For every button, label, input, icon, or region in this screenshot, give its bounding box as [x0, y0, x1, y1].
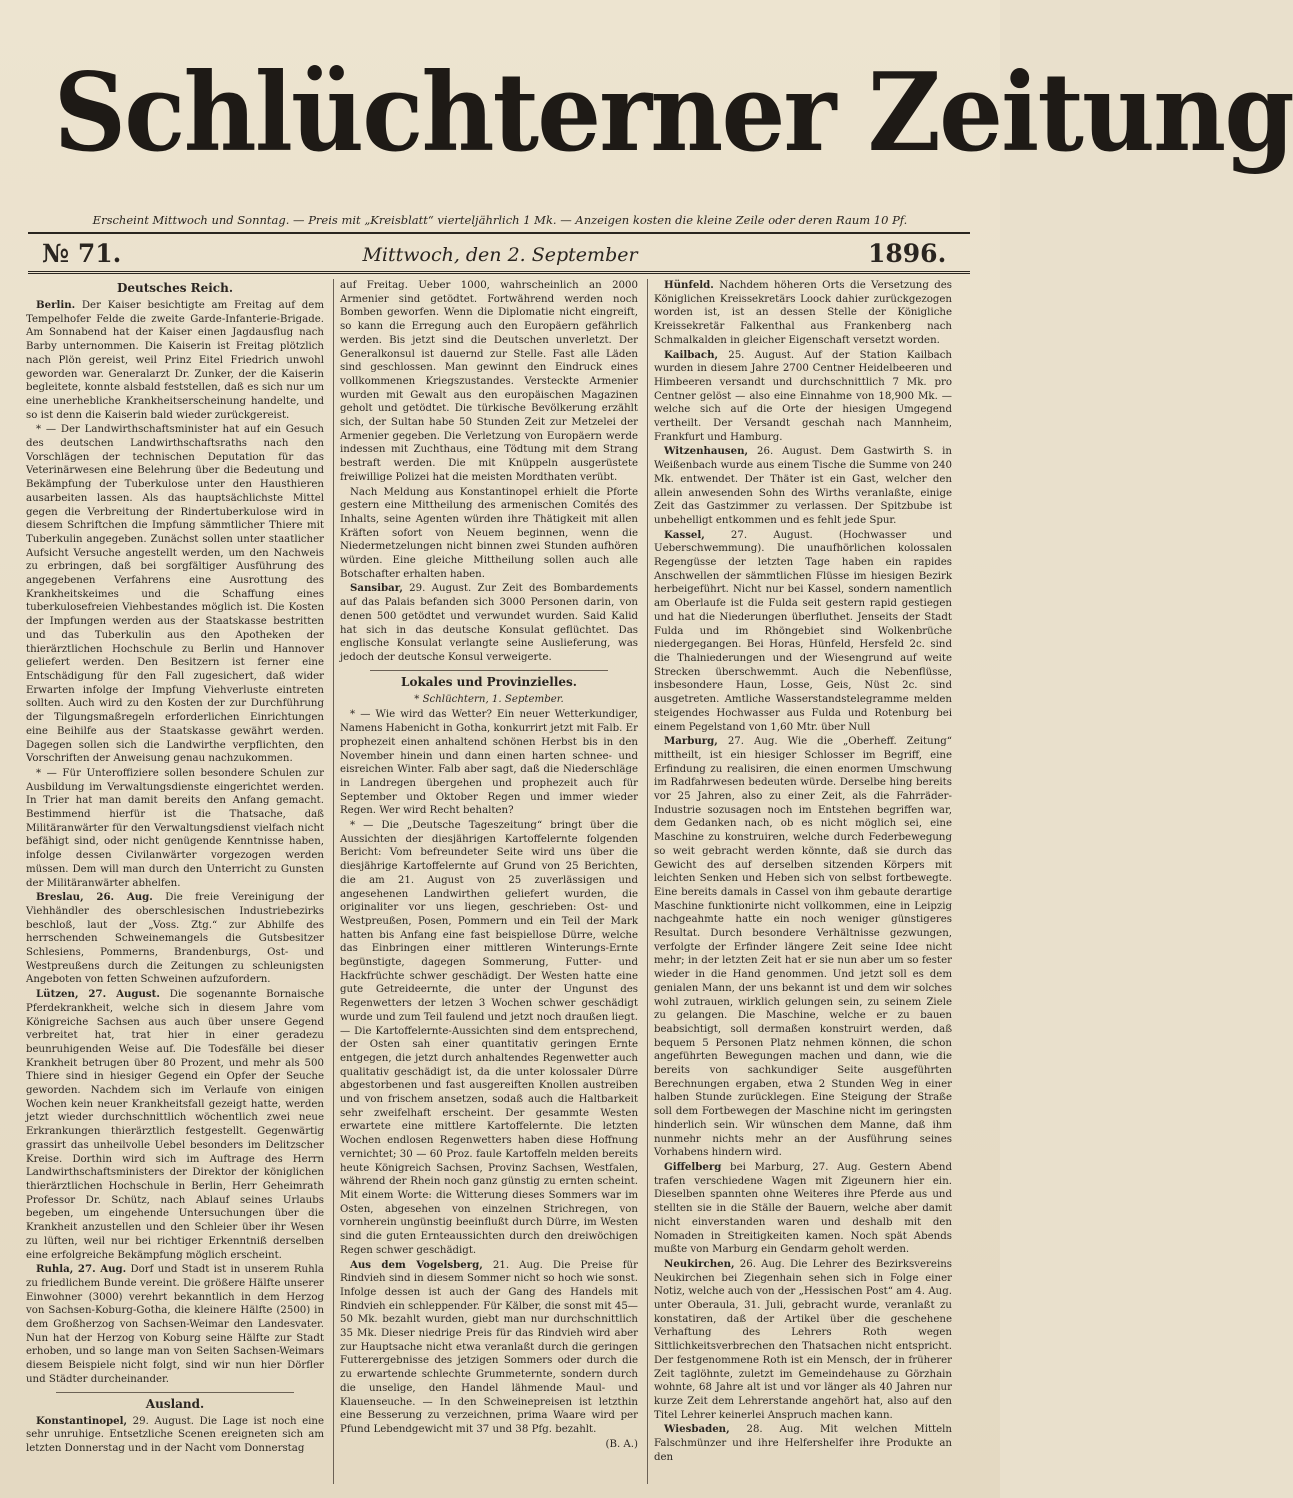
article-location: Konstantinopel,	[36, 1414, 128, 1427]
article-location: Berlin.	[36, 299, 76, 311]
article-paragraph: Ruhla, 27. Aug. Dorf und Stadt ist in unserem Ruhla zu friedlichem Bunde vereint. Die größere Hälfte unserer Einwohner (3000) verehrt bekanntlich in dem Herzog von Sachsen-Koburg-Gotha, die kleinere Hälfte (2500) in dem Großherzog von Sachsen-Weimar den Landesvater. Nun hat der Herzog von Koburg seine Hälfte zur Stadt erhoben, und so lange man von Seiten Sachsen-Weimars diesem Beispiele nicht folgt, sind wir nun hier Dörfler und Städter durcheinander.	[26, 1263, 324, 1385]
article-paragraph: Kailbach, 25. August. Auf der Station Kailbach wurden in diesem Jahre 2700 Centner Heidelbeeren und Himbeeren versandt und durchschnittlich 7 Mk. pro Centner gelöst — also eine Einnahme von 18,900 Mk. — welche sich auf die Orte der hiesigen Umgegend vertheilt. Der Versandt geschah nach Mannheim, Frankfurt und Hamburg.	[654, 348, 952, 443]
article-paragraph: * — Wie wird das Wetter? Ein neuer Wetterkundiger, Namens Habenicht in Gotha, konkurrirt jetzt mit Falb. Er prophezeit einen anhaltend schönen Herbst bis in den November hinein und dann einen harten schnee- und eisreichen Winter. Falb aber sagt, daß die Niederschläge in Landregen übergehen und prophezeit auch für September und Oktober Regen und immer wieder Regen. Wer wird Recht behalten?	[340, 709, 638, 817]
section-rule	[56, 1392, 294, 1393]
article-location: Aus dem Vogelsberg,	[350, 1258, 483, 1271]
column-divider	[647, 279, 648, 1484]
article-paragraph: * — Der Landwirthschaftsminister hat auf ein Gesuch des deutschen Landwirthschaftsraths nach den Vorschlägen der technischen Deputation für das Veterinärwesen eine Belehrung über die Bedeutung und Bekämpfung der Tuberkulose unter den Hausthieren ausarbeiten lassen. Als das hauptsächlichste Mittel gegen die Verbreitung der Rindertuberkulose wird in diesem Schriftchen die Impfung sämmtlicher Thiere mit Tuberkulin angegeben. Zunächst sollen unter staatlicher Aufsicht Versuche angestellt werden, um den Nachweis zu erbringen, daß bei sorgfältiger Ausführung des angegebenen Verfahrens eine Ausrottung des Krankheitskeimes und die Schaffung eines tuberkulosefreien Viehbestandes möglich ist. Die Kosten der Impfungen werden aus der Staatskasse bestritten und das Tuberkulin aus den Apotheken der thierärztlichen Hochschule zu Berlin und Hannover geliefert werden. Den Besitzern ist ferner eine Entschädigung für den Fall zugesichert, daß wider Erwarten infolge der Impfung Viehverluste eintreten sollten. Auch wird zu den Kosten der zur Durchführung der Tilgungsmaßregeln erforderlichen Einrichtungen eine Beihilfe aus der Staatskasse gewährt werden. Dagegen sollen sich die Landwirthe verpflichten, den Vorschriften der Anweisung genau nachzukommen.	[26, 424, 324, 765]
article-paragraph: Breslau, 26. Aug. Die freie Vereinigung der Viehhändler des oberschlesischen Industriebezirks beschloß, laut der „Voss. Ztg.“ zur Abhilfe des herrschenden Schweinemangels die Gutsbesitzer Schlesiens, Pommerns, Brandenburgs, Ost- und Westpreußens durch die Zeitungen zu schleunigsten Angeboten von fetten Schweinen aufzufordern.	[26, 891, 324, 986]
article-paragraph: Neukirchen, 26. Aug. Die Lehrer des Bezirksvereins Neukirchen bei Ziegenhain sehen sich in Folge einer Notiz, welche auch von der „Hessischen Post“ am 4. Aug. unter Oberaula, 31. Juli, gebracht wurde, veranlaßt zu konstatiren, daß der Artikel über die geschehene Verhaftung des Lehrers Roth wegen Sittlichkeitsverbrechen den Thatsachen nicht entspricht. Der festgenommene Roth ist ein Mensch, der in früherer Zeit taglöhnte, zuletzt im Gemeindehause zu Görzhain wohnte, 68 Jahre alt ist und vor länger als 40 Jahren nur kurze Zeit dem Lehrerstande angehört hat, also auf den Titel Lehrer keinerlei Anspruch machen kann.	[654, 1257, 952, 1421]
masthead-title: Schlüchterner Zeitung	[53, 50, 1293, 176]
header-rule-bottom	[28, 271, 970, 274]
local-dateline: * Schlüchtern, 1. September.	[414, 693, 564, 705]
section-heading-lokales: Lokales und Provinzielles.	[401, 674, 577, 689]
issue-year: 1896.	[868, 239, 947, 268]
article-location: Sansibar,	[350, 582, 403, 595]
column-3	[654, 279, 952, 1489]
article-paragraph: Hünfeld. Nachdem höheren Orts die Versetzung des Königlichen Kreissekretärs Loock dahier zurückgezogen worden ist, ist an dessen Stelle der Königliche Kreissekretär Falkenthal aus Frankenberg nach Schmalkalden in gleicher Eigenschaft versetzt worden.	[654, 279, 952, 346]
article-paragraph: Lützen, 27. August. Die sogenannte Bornaische Pferdekrankheit, welche sich in diesem Jahre vom Königreiche Sachsen aus auch über unsere Gegend verbreitet hat, trat hier in einer geradezu beunruhigenden Weise auf. Die Todesfälle bei dieser Krankheit betrugen über 80 Prozent, und mehr als 500 Thiere sind in hiesiger Gegend ein Opfer der Seuche geworden. Nachdem sich im Verlaufe von einigen Wochen kein neuer Krankheitsfall gezeigt hatte, werden jetzt wieder durchschnittlich wöchentlich zwei neue Erkrankungen thierärztlich festgestellt. Gegenwärtig grassirt das unheilvolle Uebel besonders im Delitzscher Kreise. Dorthin wird sich im Auftrage des Herrn Landwirthschaftsministers der Direktor der königlichen thierärztlichen Hochschule in Berlin, Herr Geheimrath Professor Dr. Schütz, nach Ablauf seines Urlaubs begeben, um eingehende Untersuchungen über die Krankheit anzustellen und den Schleier über ihr Wesen zu lüften, weil nur bei richtiger Erkenntniß derselben eine erfolgreiche Bekämpfung möglich erscheint.	[26, 988, 324, 1261]
issue-number: № 71.	[42, 239, 122, 268]
article-paragraph: * — Für Unteroffiziere sollen besondere Schulen zur Ausbildung im Verwaltungsdienste eingerichtet werden. In Trier hat man damit bereits den Anfang gemacht. Bestimmend hierfür ist die Thatsache, daß Militäranwärter für den Verwaltungsdienst vielfach nicht befähigt sind, oder nicht genügende Kenntnisse haben, infolge dessen Civilanwärter vorgezogen werden müssen. Dem will man durch den Unterricht zu Gunsten der Militäranwärter abhelfen.	[26, 767, 324, 889]
article-paragraph: Konstantinopel, 29. August. Die Lage ist noch eine sehr unruhige. Entsetzliche Scenen ereigneten sich am letzten Donnerstag und in der Nacht vom Donnerstag	[26, 1414, 324, 1454]
column-2	[340, 279, 638, 1489]
article-location: Hünfeld.	[664, 279, 714, 291]
article-location: Witzenhausen,	[664, 445, 749, 458]
column-divider	[333, 279, 334, 1484]
article-paragraph: * — Die „Deutsche Tageszeitung“ bringt über die Aussichten der diesjährigen Kartoffelernte folgenden Bericht: Vom befreundeter Seite wird uns über die diesjährige Kartoffelernte auf Grund von 25 Berichten, die am 21. August von 25 zuverlässigen und angesehenen Landwirthen geliefert wurden, die originaliter vor uns liegen, geschrieben: Ost- und Westpreußen, Posen, Pommern und ein Teil der Mark hatten bis Anfang eine fast beispiellose Dürre, welche das Einbringen einer mittleren Winterungs-Ernte begünstigte, dagegen Sommerung, Futter- und Hackfrüchte schwer geschädigt. Der Westen hatte eine gute Getreideernte, die unter der Ungunst des Regenwetters der letzen 3 Wochen schwer geschädigt wurde und zum Teil faulend und jetzt noch draußen liegt. — Die Kartoffelernte-Aussichten sind dem entsprechend, der Osten sah einer quantitativ geringen Ernte entgegen, die jetzt durch anhaltendes Regenwetter auch qualitativ geschädigt ist, da die unter kolossaler Dürre abgestorbenen und fast ausgereiften Knollen austreiben und von frischem ansetzen, sodaß auch die Haltbarkeit sehr zweifelhaft erscheint. Der gesammte Westen erwartete eine mittlere Kartoffelernte. Die letzten Wochen endlosen Regenwetters haben diese Hoffnung vernichtet; 30 — 60 Proz. faule Kartoffeln melden bereits heute Königreich Sachsen, Provinz Sachsen, Westfalen, während der Rhein noch ganz günstig zu ernten scheint. Mit einem Worte: die Witterung dieses Sommers war im Osten, abgesehen von einzelnen Strichregen, von vornherein ungünstig beeinflußt durch Dürre, im Westen sind die guten Ernteaussichten durch den dreiwöchigen Regen schwer geschädigt.	[340, 820, 638, 1256]
article-paragraph: auf Freitag. Ueber 1000, wahrscheinlich an 2000 Armenier sind getödtet. Fortwährend werden noch Bomben geworfen. Wenn die Diplomatie nicht eingreift, so kann die Erregung auch den Europäern gefährlich werden. Bis jetzt sind die Deutschen unverletzt. Der Generalkonsul ist dauernd zur Stelle. Fast alle Läden sind geschlossen. Man gewinnt den Eindruck eines vollkommenen Kriegszustandes. Versteckte Armenier wurden mit Gewalt aus den europäischen Magazinen geholt und getödtet. Die türkische Bevölkerung erzählt sich, der Sultan habe 50 Stunden Zeit zur Metzelei der Armenier gegeben. Die Verletzung von Europäern werde indessen mit Zuchthaus, eine Tödtung mit dem Strang bestraft werden. Die mit Knüppeln ausgerüstete freiwillige Polizei hat die meisten Mordthaten verübt.	[340, 280, 638, 483]
header-rule-top	[28, 232, 970, 234]
article-paragraph: Giffelberg bei Marburg, 27. Aug. Gestern Abend trafen verschiedene Wagen mit Zigeunern hier ein. Dieselben spannten ohne Weiteres ihre Pferde aus und stellten sie in die Ställe der Bauern, welche aber damit nicht einverstanden waren und deshalb mit den Nomaden in Streitigkeiten kamen. Noch spät Abends mußte von Marburg ein Gendarm geholt werden.	[654, 1161, 952, 1256]
section-rule	[370, 670, 608, 671]
article-location: Ruhla, 27. Aug.	[36, 1263, 127, 1276]
article-location: Neukirchen,	[664, 1257, 735, 1270]
article-location: Lützen, 27. August.	[36, 988, 160, 1001]
column-1	[26, 279, 324, 1489]
article-paragraph: Wiesbaden, 28. Aug. Mit welchen Mitteln Falschmünzer und ihre Helfershelfer ihre Produkte an den	[654, 1423, 952, 1463]
article-location: Kassel,	[664, 528, 705, 541]
section-heading-deutsches-reich: Deutsches Reich.	[116, 281, 234, 295]
subscription-line: Erscheint Mittwoch und Sonntag. — Preis mit „Kreisblatt“ vierteljährlich 1 Mk. — Anzeigen kosten die kleine Zeile oder deren Raum 10 Pf.	[92, 213, 908, 227]
article-paragraph: Berlin. Der Kaiser besichtigte am Freitag auf dem Tempelhofer Felde die zweite Garde-Infanterie-Brigade. Am Sonnabend hat der Kaiser einen Jagdausflug nach Barby unternommen. Die Kaiserin ist Freitag plötzlich nach Plön gereist, weil Prinz Eitel Friedrich unwohl geworden war. Generalarzt Dr. Zunker, der die Kaiserin begleitete, konnte alsbald feststellen, daß es sich nur um eine unerhebliche Krankheitserscheinung handelte, und so ist denn die Kaiserin bald wieder zurückgereist.	[26, 299, 324, 421]
section-heading-ausland: Ausland.	[145, 1396, 205, 1411]
article-location: Breslau, 26. Aug.	[36, 891, 153, 904]
article-paragraph: Marburg, 27. Aug. Wie die „Oberheff. Zeitung“ mittheilt, ist ein hiesiger Schlosser im Begriff, eine Erfindung zu realisiren, die einen enormen Umschwung im Radfahrwesen bedeuten würde. Derselbe hing bereits vor 25 Jahren, also zu einer Zeit, als die Fahrräder-Industrie sozusagen noch im Entstehen begriffen war, dem Gedanken nach, ob es nicht möglich sei, eine Maschine zu konstruiren, welche durch Federbewegung so weit gebracht werden könnte, daß sie durch das Gewicht des auf derselben sitzenden Körpers mit leichten Senken und Heben sich von selbst fortbewegte. Eine bereits damals in Cassel von ihm gebaute derartige Maschine funktionirte nicht vollkommen, eine in Leipzig nachgeahmte hatte ein noch weniger günstigeres Resultat. Durch besondere Verhältnisse gezwungen, verfolgte der Erfinder längere Zeit seine Idee nicht mehr; in der letzten Zeit hat er sie nun aber um so fester wieder in die Hand genommen. Und jetzt soll es dem genialen Mann, der uns bekannt ist und dem wir solches wohl zutrauen, wirklich gelungen sein, zu seinem Ziele zu gelangen. Die Maschine, welche er zu bauen beabsichtigt, soll dermaßen konstruirt werden, daß bequem 5 Personen Platz nehmen können, die schon angeführten Bewegungen machen und dann, wie die bereits von sachkundiger Seite ausgeführten Berechnungen ergaben, etwa 2 Stunden Weg in einer halben Stunde zurücklegen. Eine Steigung der Straße soll dem Fortbewegen der Maschine nicht im geringsten hinderlich sein. Wir wünschen dem Manne, daß ihm nunmehr nichts mehr an der Ausführung seines Vorhabens hindern wird.	[654, 735, 952, 1159]
article-paragraph: Aus dem Vogelsberg, 21. Aug. Die Preise für Rindvieh sind in diesem Sommer nicht so hoch wie sonst. Infolge dessen ist auch der Gang des Handels mit Rindvieh ein schleppender. Für Kälber, die sonst mit 45—50 Mk. bezahlt wurden, giebt man nur durchschnittlich 35 Mk. Dieser niedrige Preis für das Rindvieh wird aber zur Hauptsache nicht etwa veranlaßt durch die geringen Futterergebnisse des jetzigen Sommers oder durch die zu erwartende schlechte Grummeternte, sondern durch die unselige, den Handel lähmende Maul- und Klauenseuche. — In den Schweinepreisen ist letzthin eine Besserung zu verzeichnen, prima Waare wird per Pfund Lebendgewicht mit 37 und 38 Pfg. bezahlt.	[340, 1258, 638, 1435]
article-location: Kailbach,	[664, 348, 719, 361]
article-paragraph: Witzenhausen, 26. August. Dem Gastwirth S. in Weißenbach wurde aus einem Tische die Summe von 240 Mk. entwendet. Der Thäter ist ein Gast, welcher den allein anwesenden Sohn des Wirths veranlaßte, einige Zeit das Gastzimmer zu verlassen. Der Spitzbube ist unbehelligt entkommen und es fehlt jede Spur.	[654, 445, 952, 526]
article-location: Marburg,	[664, 735, 718, 748]
article-paragraph: Sansibar, 29. August. Zur Zeit des Bombardements auf das Palais befanden sich 3000 Personen darin, von denen 500 getödtet und verwundet wurden. Said Kalid hat sich in das deutsche Konsulat geflüchtet. Das englische Konsulat verlangte seine Auslieferung, was jedoch der deutsche Konsul verweigerte.	[340, 582, 638, 663]
issue-date: Mittwoch, den 2. September	[362, 244, 638, 266]
article-paragraph: Nach Meldung aus Konstantinopel erhielt die Pforte gestern eine Mittheilung des armenischen Comités des Inhalts, seine Agenten würden ihre Thätigkeit mit allen Kräften sofort von Neuem beginnen, wenn die Niedermetzelungen nicht binnen zwei Stunden aufhören würden. Eine gleiche Mittheilung sollen auch alle Botschafter erhalten haben.	[340, 486, 638, 580]
article-signature: (B. A.)	[605, 1438, 638, 1450]
article-location: Wiesbaden,	[664, 1423, 730, 1436]
article-location: Giffelberg	[664, 1161, 722, 1173]
article-paragraph: Kassel, 27. August. (Hochwasser und Ueberschwemmung). Die unaufhörlichen kolossalen Regengüsse der letzten Tage haben ein rapides Anschwellen der sämmtlichen Flüsse im hiesigen Bezirk herbeigeführt. Nicht nur bei Kassel, sondern namentlich am Oberlaufe ist die Fulda seit gestern rapid gestiegen und hat die Niederungen überfluthet. Jenseits der Stadt Fulda und im Rhöngebiet sind Wolkenbrüche niedergegangen. Bei Horas, Hünfeld, Hersfeld 2c. sind die Thalniederungen und der Wiesengrund auf weite Strecken überschwemmt. Auch die Nebenflüsse, insbesondere Haun, Losse, Geis, Nüst 2c. sind ausgetreten. Amtliche Wasserstandstelegramme melden steigendes Hochwasser aus Fulda und Rotenburg bei einem Pegelstand von 1,60 Mtr. über Null	[654, 528, 952, 733]
